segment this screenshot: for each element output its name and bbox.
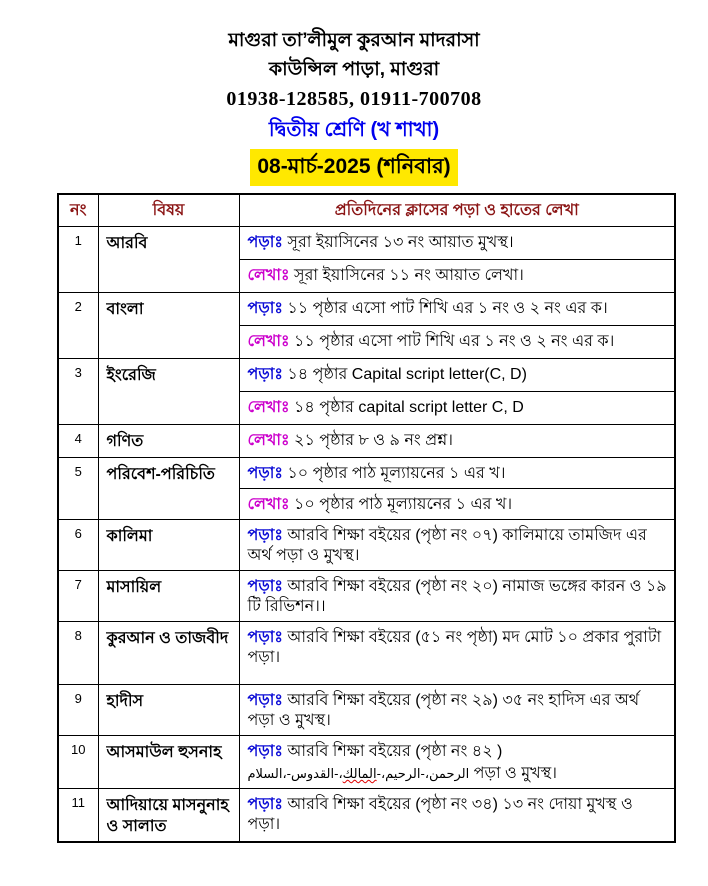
table-row <box>58 789 675 843</box>
entry-label: পড়াঃ <box>247 300 283 317</box>
subject-cell: মাসায়িল <box>98 571 239 622</box>
subject-cell: আসমাউল হুসনাহ <box>98 736 239 789</box>
column-header-1: বিষয় <box>98 194 239 227</box>
homework-entry-cell: লেখাঃ ১৪ পৃষ্ঠার capital script letter C, D <box>239 392 675 425</box>
entry-second-line <box>248 764 669 784</box>
row-number-cell: 3 <box>58 359 98 425</box>
date-highlight: 08-মার্চ-2025 (শনিবার) <box>250 149 457 186</box>
row-number-cell: 6 <box>58 520 98 571</box>
arabic-misspelled-word: المالك <box>342 766 377 781</box>
homework-entry-cell: পড়াঃ আরবি শিক্ষা বইয়ের (৫১ নং পৃষ্ঠা) মদ মোট ১০ প্রকার পুরাটা পড়া। <box>239 622 675 685</box>
homework-entry-cell: লেখাঃ ২১ পৃষ্ঠার ৮ ও ৯ নং প্রশ্ন। <box>239 425 675 458</box>
table-row <box>58 520 675 571</box>
homework-entry-cell: পড়াঃ আরবি শিক্ষা বইয়ের (পৃষ্ঠা নং ২৯) ৩৫ নং হাদিস এর অর্থ পড়া ও মুখস্থ। <box>239 685 675 736</box>
row-number-cell: 7 <box>58 571 98 622</box>
table-row <box>58 293 675 326</box>
entry-label: লেখাঃ <box>247 333 290 350</box>
table-row <box>58 736 675 789</box>
table-row <box>58 425 675 458</box>
row-number-cell: 9 <box>58 685 98 736</box>
table-row <box>58 685 675 736</box>
table-row <box>58 571 675 622</box>
subject-cell: পরিবেশ-পরিচিতি <box>98 458 239 520</box>
subject-cell: কুরআন ও তাজবীদ <box>98 622 239 685</box>
subject-cell: আদিয়ায়ে মাসনুনাহ ও সালাত <box>98 789 239 843</box>
homework-entry-cell: পড়াঃ আরবি শিক্ষা বইয়ের (পৃষ্ঠা নং ২০) নামাজ ভঙ্গের কারন ও ১৯ টি রিভিশন।। <box>239 571 675 622</box>
row-number-cell: 1 <box>58 227 98 293</box>
homework-table-head <box>58 194 675 227</box>
entry-label: লেখাঃ <box>247 496 290 513</box>
row-number-cell: 5 <box>58 458 98 520</box>
row-number-cell: 10 <box>58 736 98 789</box>
arabic-segment: ،-القدوس-،السلام <box>247 766 343 781</box>
entry-label: পড়াঃ <box>247 796 283 813</box>
subject-cell: বাংলা <box>98 293 239 359</box>
homework-entry-cell: পড়াঃ সূরা ইয়াসিনের ১৩ নং আয়াত মুখস্থ। <box>239 227 675 260</box>
row-number-cell: 11 <box>58 789 98 843</box>
row-number-cell: 2 <box>58 293 98 359</box>
entry-label: লেখাঃ <box>247 432 290 449</box>
table-row <box>58 227 675 260</box>
class-section-line: দ্বিতীয় শ্রেণি (খ শাখা) <box>268 119 440 141</box>
entry-label: পড়াঃ <box>247 743 283 760</box>
school-address: কাউন্সিল পাড়া, মাগুরা <box>268 59 440 80</box>
subject-cell: গণিত <box>98 425 239 458</box>
homework-entry-cell: পড়াঃ ১০ পৃষ্ঠার পাঠ মূল্যায়নের ১ এর খ। <box>239 458 675 489</box>
column-header-2: প্রতিদিনের ক্লাসের পড়া ও হাতের লেখা <box>239 194 675 227</box>
arabic-segment: الرحمن،-الرحيم،- <box>376 766 470 781</box>
subject-cell: হাদীস <box>98 685 239 736</box>
homework-table-body <box>58 227 675 843</box>
homework-entry-cell: পড়াঃ ১১ পৃষ্ঠার এসো পাট শিখি এর ১ নং ও ২ নং এর ক। <box>239 293 675 326</box>
entry-label: লেখাঃ <box>247 399 290 416</box>
entry-label: পড়াঃ <box>247 527 283 544</box>
entry-label: পড়াঃ <box>247 578 283 595</box>
subject-cell: আরবি <box>98 227 239 293</box>
entry-label: পড়াঃ <box>247 629 283 646</box>
homework-table <box>57 193 676 843</box>
homework-entry-cell: পড়াঃ আরবি শিক্ষা বইয়ের (পৃষ্ঠা নং ৩৪) ১৩ নং দোয়া মুখস্থ ও পড়া। <box>239 789 675 843</box>
table-row <box>58 458 675 489</box>
homework-entry-cell: লেখাঃ ১০ পৃষ্ঠার পাঠ মূল্যায়নের ১ এর খ। <box>239 489 675 520</box>
table-row <box>58 622 675 685</box>
entry-label: পড়াঃ <box>247 366 283 383</box>
arabic-names-text <box>248 766 470 781</box>
subject-cell: ইংরেজি <box>98 359 239 425</box>
homework-entry-cell: পড়াঃ আরবি শিক্ষা বইয়ের (পৃষ্ঠা নং ৪২ ) الرحمن،-الرحيم،-المالك،-القدوس-،السلام পড়া ও মুখস্থ। <box>239 736 675 789</box>
entry-label: পড়াঃ <box>247 692 283 709</box>
entry-label: পড়াঃ <box>247 234 283 251</box>
date-row <box>0 149 708 186</box>
homework-entry-cell: লেখাঃ ১১ পৃষ্ঠার এসো পাট শিখি এর ১ নং ও ২ নং এর ক। <box>239 326 675 359</box>
homework-entry-cell: পড়াঃ ১৪ পৃষ্ঠার Capital script letter(C, D) <box>239 359 675 392</box>
phone-numbers: 01938-128585, 01911-700708 <box>226 88 482 110</box>
entry-label: পড়াঃ <box>247 465 283 482</box>
school-name: মাগুরা তা’লীমুল কুরআন মাদরাসা <box>228 30 480 51</box>
row-number-cell: 4 <box>58 425 98 458</box>
homework-entry-cell: পড়াঃ আরবি শিক্ষা বইয়ের (পৃষ্ঠা নং ০৭) কালিমায়ে তামজিদ এর অর্থ পড়া ও মুখস্থ। <box>239 520 675 571</box>
table-row <box>58 359 675 392</box>
row-number-cell: 8 <box>58 622 98 685</box>
entry-label: লেখাঃ <box>247 267 290 284</box>
header-row <box>58 194 675 227</box>
homework-entry-cell: লেখাঃ সূরা ইয়াসিনের ১১ নং আয়াত লেখা। <box>239 260 675 293</box>
column-header-0: নং <box>58 194 98 227</box>
entry-suffix-text: পড়া ও মুখস্থ। <box>469 765 557 782</box>
letterhead <box>0 26 708 186</box>
subject-cell: কালিমা <box>98 520 239 571</box>
